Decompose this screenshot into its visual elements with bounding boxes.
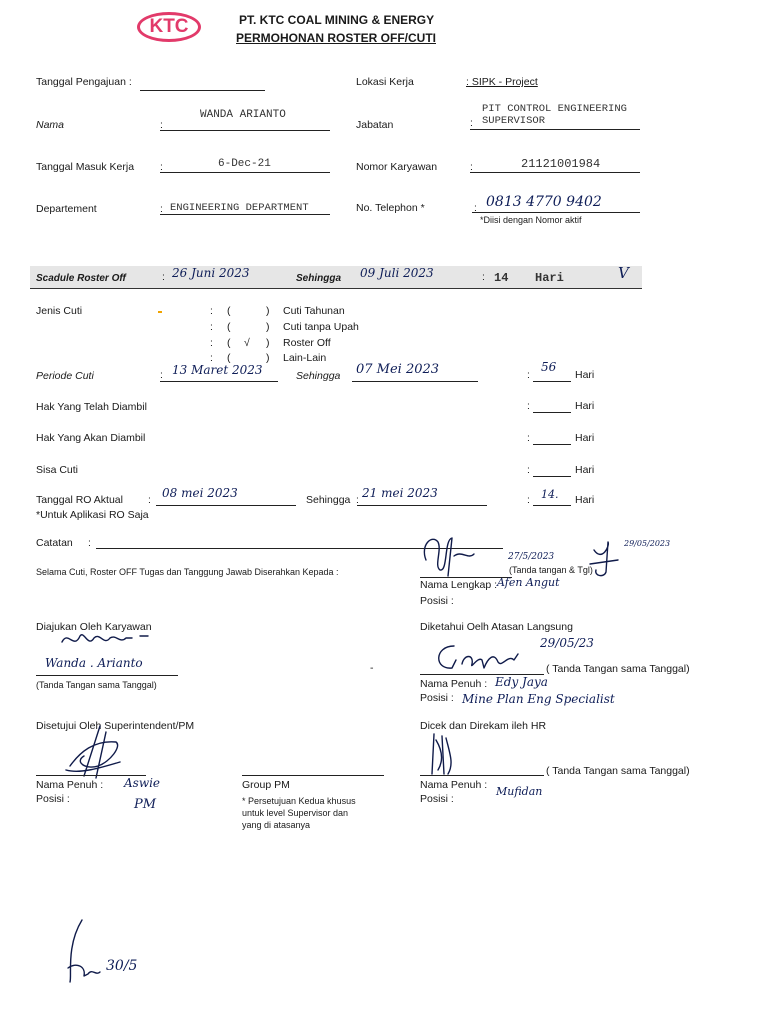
nomor-karyawan-value: 21121001984 — [521, 157, 601, 171]
colon: : — [474, 202, 477, 214]
group-pm-label: Group PM — [242, 779, 290, 791]
lokasi-kerja-value: : SIPK - Project — [466, 76, 538, 88]
nomor-karyawan-label: Nomor Karyawan — [356, 161, 438, 173]
hak-akan-unit: Hari — [575, 432, 595, 444]
disetujui-posisi-label: Posisi : — [36, 793, 70, 805]
handover-date-1: 27/5/2023 — [508, 552, 555, 562]
diketahui-posisi-label: Posisi : — [420, 692, 454, 704]
sisa-cuti-unit: Hari — [575, 464, 595, 476]
colon: : — [148, 494, 151, 506]
tanggal-pengajuan-line — [140, 90, 265, 91]
option-bracket-open: ( — [227, 337, 231, 349]
colon: : — [88, 537, 91, 549]
option-bracket-open: ( — [227, 321, 231, 333]
colon: : — [527, 400, 530, 412]
colon: : — [210, 321, 213, 333]
form-title: PERMOHONAN ROSTER OFF/CUTI — [236, 31, 436, 45]
ro-aktual-until-label: Sehingga — [306, 494, 351, 506]
colon: : — [527, 464, 530, 476]
telephone-line — [472, 212, 640, 213]
handover-nama-value: Afen Angut — [497, 576, 560, 589]
diketahui-caption: ( Tanda Tangan sama Tanggal) — [546, 663, 690, 675]
colon: : — [160, 203, 163, 215]
hr-nama-label: Nama Penuh : — [420, 779, 488, 791]
tanggal-masuk-line — [160, 172, 330, 173]
logo-text: KTC — [149, 16, 189, 37]
colon: : — [470, 161, 473, 173]
tanggal-pengajuan-label: Tanggal Pengajuan : — [36, 76, 132, 88]
handover-signature-2 — [588, 540, 628, 580]
departement-label: Departement — [36, 203, 97, 215]
hak-diambil-label: Hak Yang Telah Diambil — [36, 401, 147, 413]
option-bracket-open: ( — [227, 305, 231, 317]
handover-signature — [418, 530, 478, 580]
periode-days-line — [533, 381, 571, 382]
ro-aktual-to-line — [357, 505, 487, 506]
lokasi-kerja-label: Lokasi Kerja — [356, 76, 414, 88]
roster-check: V — [618, 264, 629, 282]
telephone-note: *Diisi dengan Nomor aktif — [480, 215, 582, 225]
group-pm-note-2: untuk level Supervisor dan — [242, 808, 349, 818]
sisa-cuti-label: Sisa Cuti — [36, 464, 79, 476]
colon: : — [527, 369, 530, 381]
diajukan-label: Diajukan Oleh Karyawan — [36, 621, 152, 633]
diketahui-signature — [432, 640, 532, 674]
disetujui-nama-value: Aswie — [124, 776, 161, 790]
colon: : — [482, 271, 485, 283]
colon: : — [160, 161, 163, 173]
jenis-option-2 — [210, 337, 410, 349]
hr-posisi-label: Posisi : — [420, 793, 454, 805]
diajukan-name: Wanda . Arianto — [45, 656, 143, 670]
ro-aktual-days: 14. — [541, 488, 559, 501]
ro-aktual-from: 08 mei 2023 — [162, 486, 238, 500]
roster-to: 09 Juli 2023 — [360, 266, 434, 280]
periode-to: 07 Mei 2023 — [356, 362, 440, 377]
ro-aktual-label: Tanggal RO Aktual — [36, 494, 123, 506]
hak-diambil-line — [533, 412, 571, 413]
colon: : — [527, 494, 530, 506]
handover-sig-caption: (Tanda tangan & Tgl) — [509, 565, 593, 575]
periode-to-line — [352, 381, 478, 382]
periode-days-unit: Hari — [575, 369, 595, 381]
option-bracket-close: ) — [266, 352, 270, 364]
colon: : — [210, 305, 213, 317]
diketahui-nama-label: Nama Penuh : — [420, 678, 488, 690]
option-bracket-open: ( — [227, 352, 231, 364]
hak-diambil-unit: Hari — [575, 400, 595, 412]
colon: : — [162, 271, 165, 283]
catatan-label: Catatan — [36, 537, 73, 549]
colon: : — [527, 432, 530, 444]
diketahui-nama-value: Edy Jaya — [495, 675, 548, 689]
hr-label: Dicek dan Direkam ileh HR — [420, 720, 547, 732]
nomor-karyawan-line — [470, 172, 640, 173]
option-label: Cuti tanpa Upah — [283, 321, 359, 333]
roster-until-label: Sehingga — [296, 273, 342, 284]
periode-until-label: Sehingga — [296, 370, 341, 382]
jabatan-value-1: PIT CONTROL ENGINEERING — [482, 103, 627, 115]
disetujui-nama-label: Nama Penuh : — [36, 779, 104, 791]
roster-days: 14 — [494, 271, 509, 285]
periode-from: 13 Maret 2023 — [172, 363, 263, 377]
diketahui-label: Diketahui Oelh Atasan Langsung — [420, 621, 573, 633]
tanggal-masuk-value: 6-Dec-21 — [218, 158, 271, 170]
diajukan-line — [36, 675, 178, 676]
option-label: Cuti Tahunan — [283, 305, 345, 317]
tanggal-masuk-label: Tanggal Masuk Kerja — [36, 161, 135, 173]
ro-aktual-from-line — [156, 505, 296, 506]
option-bracket-close: ) — [266, 321, 270, 333]
diketahui-posisi-value: Mine Plan Eng Specialist — [462, 692, 615, 706]
jenis-cuti-label: Jenis Cuti — [36, 305, 83, 317]
option-bracket-close: ) — [266, 337, 270, 349]
periode-from-line — [160, 381, 278, 382]
hak-akan-label: Hak Yang Akan Diambil — [36, 432, 146, 444]
handover-nama-label: Nama Lengkap : — [420, 579, 498, 591]
disetujui-signature — [60, 722, 130, 782]
departement-line — [160, 214, 330, 215]
group-pm-note-1: * Persetujuan Kedua khusus — [242, 796, 356, 806]
periode-days: 56 — [541, 360, 557, 374]
roster-label: Scadule Roster Off — [36, 273, 126, 284]
jenis-option-1 — [210, 321, 410, 333]
colon: : — [210, 352, 213, 364]
colon: : — [210, 337, 213, 349]
jabatan-label: Jabatan — [356, 119, 394, 131]
jabatan-value-2: SUPERVISOR — [482, 115, 546, 127]
group-pm-note-3: yang di atasanya — [242, 820, 311, 830]
diajukan-signature — [60, 626, 160, 656]
handover-text: Selama Cuti, Roster OFF Tugas dan Tanggung Jawab Diserahkan Kepada : — [36, 567, 339, 577]
periode-label: Periode Cuti — [36, 370, 94, 382]
option-mark: √ — [244, 337, 250, 349]
colon: : — [160, 369, 163, 381]
roster-days-unit: Hari — [535, 271, 564, 285]
departement-value: ENGINEERING DEPARTMENT — [170, 202, 309, 214]
colon: : — [470, 117, 473, 129]
jabatan-line — [470, 129, 640, 130]
ro-aktual-days-unit: Hari — [575, 494, 595, 506]
company-logo — [137, 12, 201, 42]
hak-akan-line — [533, 444, 571, 445]
diketahui-date: 29/05/23 — [540, 636, 594, 650]
hr-nama-value: Mufidan — [496, 785, 543, 798]
sisa-cuti-line — [533, 476, 571, 477]
option-bracket-close: ) — [266, 305, 270, 317]
roster-from: 26 Juni 2023 — [172, 266, 250, 280]
colon: : — [356, 494, 359, 506]
jenis-option-0 — [210, 305, 410, 317]
nama-value: WANDA ARIANTO — [200, 109, 286, 121]
colon: : — [160, 119, 163, 131]
telephone-label: No. Telephon * — [356, 202, 425, 214]
decorative-dash: - — [370, 662, 374, 674]
hr-caption: ( Tanda Tangan sama Tanggal) — [546, 765, 690, 777]
nama-label: Nama — [36, 119, 65, 131]
nama-line — [160, 130, 330, 131]
footer-note: 30/5 — [106, 958, 138, 974]
group-pm-line — [242, 775, 384, 776]
disetujui-label: Disetujui Oleh Superintendent/PM — [36, 720, 195, 732]
disetujui-posisi-value: PM — [134, 797, 157, 812]
ro-aktual-days-line — [533, 505, 571, 506]
footer-signature — [62, 916, 102, 986]
handover-date-2: 29/05/2023 — [624, 539, 671, 548]
decorative-dot — [158, 311, 162, 313]
telephone-value: 0813 4770 9402 — [486, 194, 602, 210]
hr-signature — [428, 730, 458, 778]
diajukan-caption: (Tanda Tangan sama Tanggal) — [36, 680, 157, 690]
ro-aktual-to: 21 mei 2023 — [362, 486, 438, 500]
ro-aktual-note: *Untuk Aplikasi RO Saja — [36, 509, 149, 521]
option-label: Lain-Lain — [283, 352, 327, 364]
handover-posisi-label: Posisi : — [420, 595, 454, 607]
hr-line — [420, 775, 544, 776]
option-label: Roster Off — [283, 337, 331, 349]
company-name: PT. KTC COAL MINING & ENERGY — [239, 13, 435, 27]
